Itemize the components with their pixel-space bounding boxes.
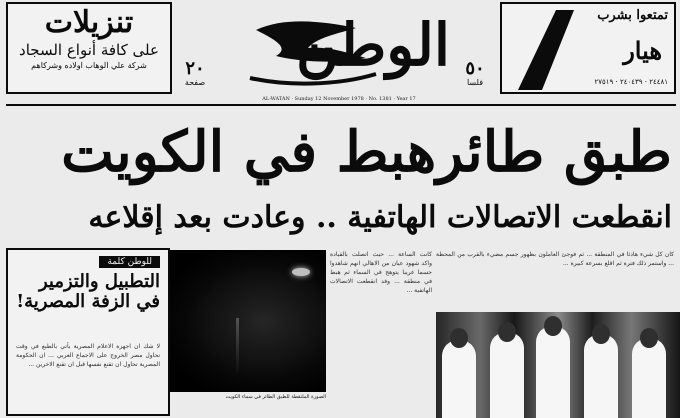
- bottle-graphic-icon: [508, 8, 578, 92]
- officials-photo: [436, 312, 680, 418]
- price: [458, 60, 492, 88]
- right-ad-brand: هيار: [623, 36, 662, 65]
- dateline: AL-WATAN · Sunday 12 November 1978 · No. 1381 · Year 17: [262, 96, 416, 102]
- person-figure-icon: [632, 338, 666, 418]
- right-ad-top: تمتعوا بشرب: [597, 8, 668, 23]
- person-figure-icon: [442, 340, 476, 418]
- opinion-body: لا شك ان اجهزة الاعلام المصرية يأتي بالطبع في وقت تحاول مصر الخروج على الاجماع العربي ... ان الحكومة المصرية تحاول ان تقنع نفسها قبل ان تقنع الاخرين ...: [16, 343, 160, 368]
- right-ad-box: [500, 2, 676, 94]
- person-figure-icon: [536, 326, 570, 418]
- person-head-icon: [592, 324, 610, 344]
- masthead-title: الوطن: [295, 11, 450, 79]
- ufo-shape-icon: [292, 268, 310, 276]
- right-ad-note: ٢٤٤٨١ · ٢٤٠٤٣٩ · ٢٧٥١٩: [594, 78, 668, 86]
- person-head-icon: [640, 328, 658, 348]
- page-count: [178, 60, 212, 88]
- left-ad-line: على كافة أنواع السجاد: [19, 41, 159, 59]
- person-head-icon: [450, 328, 468, 348]
- sub-headline: انقطعت الاتصالات الهاتفية .. وعادت بعد إقلاعه: [88, 200, 672, 235]
- person-figure-icon: [490, 332, 524, 418]
- main-headline: طبق طائرهبط في الكويت: [61, 119, 672, 185]
- photo-caption: الصورة الملتقطة للطبق الطائر في سماء الكويت: [225, 394, 326, 400]
- light-streak-icon: [236, 318, 239, 374]
- opinion-title: التطبيل والتزمير في الزفة المصرية!: [16, 271, 160, 312]
- left-ad-title: تنزيلات: [44, 5, 134, 40]
- article-column-middle: كانت الساعة ... حيث اتصلت بالقيادة واكد شهود عيان من الاهالي انهم شاهدوا جسما غريبا يتوهج في السماء ثم هبط في منطقة ... وقد انقطعت الاتصالات الهاتفية ...: [330, 251, 432, 294]
- person-figure-icon: [584, 334, 618, 418]
- price-unit: فلسا: [466, 78, 484, 87]
- masthead-logo: [216, 8, 456, 92]
- masthead-rule: [6, 104, 676, 106]
- left-ad-company: شركة علي الوهاب اولاده وشركاهم: [31, 61, 147, 70]
- article-column-right: كان كل شيء هادئا في المنطقة ... ثم فوجئ العاملون بظهور جسم مضيء بالقرب من المحطة ... واستمر ذلك فترة ثم اقلع بسرعة كبيرة ...: [436, 251, 674, 267]
- page-count-value: ٢٠: [185, 58, 205, 79]
- price-value: ٥٠: [465, 58, 485, 79]
- opinion-badge: للوطن كلمة: [99, 256, 160, 268]
- person-head-icon: [498, 322, 516, 342]
- opinion-column: [6, 248, 170, 416]
- person-head-icon: [544, 316, 562, 336]
- left-ad-box: [6, 2, 172, 94]
- page-count-unit: صفحة: [184, 78, 206, 87]
